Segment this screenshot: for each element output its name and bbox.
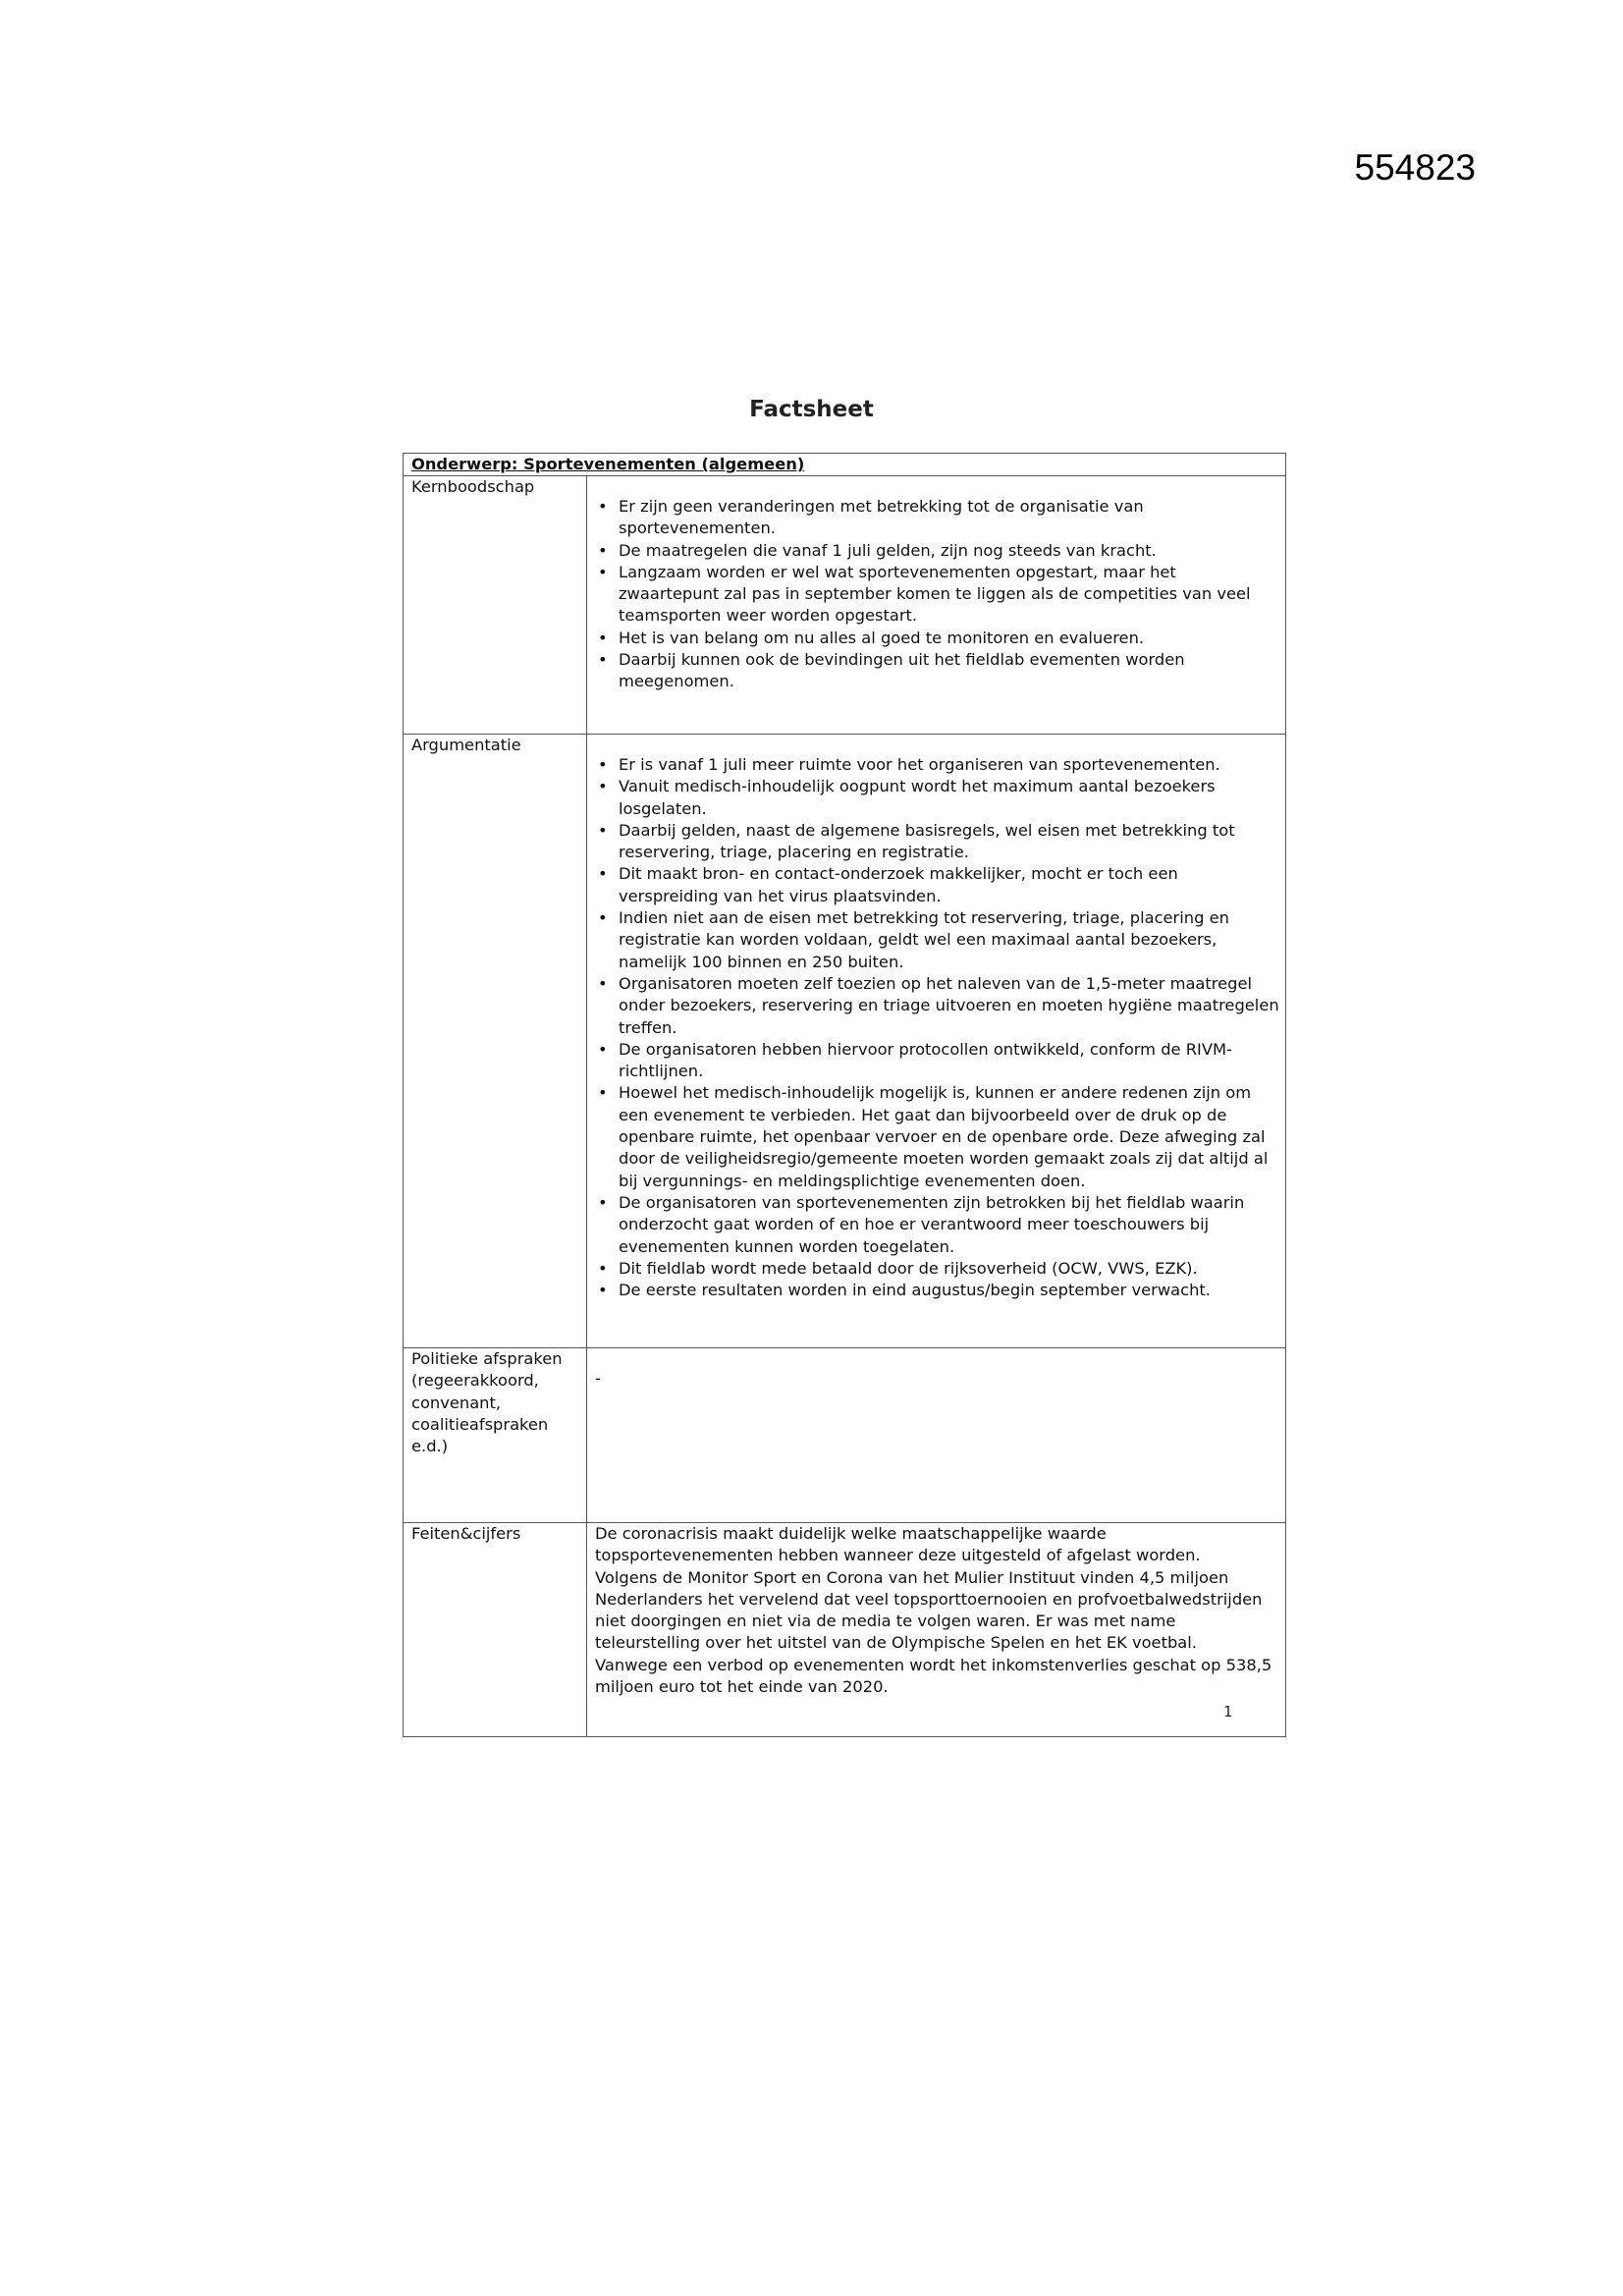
list-item: • Hoewel het medisch-inhoudelijk mogelijk is, kunnen er andere redenen zijn om een evenement te verbieden. Het gaat dan bijvoorbeeld over de druk op de openbare ruimte, het openbaar vervoer en de openbare orde. Deze afweging zal door de veiligheidsregio/gemeente moeten worden gemaakt zoals zij dat altijd al bij vergunnings- en meldingsplichtige evenementen doen. [595,1082,1281,1191]
list-item: • De eerste resultaten worden in eind augustus/begin september verwacht. [595,1280,1281,1301]
table-row [404,1348,1286,1523]
list-item: • Organisatoren moeten zelf toezien op het naleven van de 1,5-meter maatregel onder bezoekers, reservering en triage uitvoeren en moeten hygiëne maatregelen treffen. [595,973,1281,1039]
list-item: • Langzaam worden er wel wat sportevenementen opgestart, maar het zwaartepunt zal pas in september komen te liggen als de competities van veel teamsporten weer worden opgestart. [595,562,1281,628]
table-row [404,476,1286,735]
factsheet-table [403,453,1286,1737]
bullet-list [595,754,1281,1301]
list-item: • De organisatoren hebben hiervoor protocollen ontwikkeld, conform de RIVM-richtlijnen. [595,1039,1281,1083]
list-item: • Het is van belang om nu alles al goed te monitoren en evalueren. [595,628,1281,649]
facts-paragraph: Volgens de Monitor Sport en Corona van het Mulier Instituut vinden 4,5 miljoen Nederlanders het vervelend dat veel topsporttoernooien en profvoetbalwedstrijden niet doorgingen en niet via de media te volgen waren. Er was met name teleurstelling over het uitstel van de Olympische Spelen en het EK voetbal. [595,1567,1263,1653]
table-row [404,735,1286,1348]
row-content-argumentatie [587,735,1286,1348]
row-content-politieke-afspraken: - [587,1348,1286,1523]
list-item: • Dit fieldlab wordt mede betaald door de rijksoverheid (OCW, VWS, EZK). [595,1258,1281,1280]
list-item: • Indien niet aan de eisen met betrekking tot reservering, triage, placering en registratie kan worden voldaan, geldt wel een maximaal aantal bezoekers, namelijk 100 binnen en 250 buiten. [595,907,1281,973]
list-item: • Vanuit medisch-inhoudelijk oogpunt wordt het maximum aantal bezoekers losgelaten. [595,776,1281,820]
bullet-list [595,496,1281,693]
facts-paragraph: Vanwege een verbod op evenementen wordt het inkomstenverlies geschat op 538,5 miljoen euro tot het einde van 2020. [595,1655,1272,1697]
row-content-kernboodschap [587,476,1286,735]
list-item: • De organisatoren van sportevenementen zijn betrokken bij het fieldlab waarin onderzocht gaat worden of en hoe er verantwoord meer toeschouwers bij evenementen kunnen worden toegelaten. [595,1192,1281,1258]
row-label-argumentatie: Argumentatie [404,735,587,1348]
row-label-kernboodschap: Kernboodschap [404,476,587,735]
list-item: • Er is vanaf 1 juli meer ruimte voor het organiseren van sportevenementen. [595,754,1281,776]
list-item: • Dit maakt bron- en contact-onderzoek makkelijker, mocht er toch een verspreiding van het virus plaatsvinden. [595,863,1281,907]
subject-text: Onderwerp: Sportevenementen (algemeen) [411,455,805,473]
facts-paragraph: De coronacrisis maakt duidelijk welke maatschappelijke waarde topsportevenementen hebben wanneer deze uitgesteld of afgelast worden. [595,1524,1201,1565]
page-number: 1 [1223,1703,1233,1721]
list-item: • De maatregelen die vanaf 1 juli gelden, zijn nog steeds van kracht. [595,540,1281,562]
row-label-feiten-cijfers: Feiten&cijfers [404,1523,587,1737]
document-id: 554823 [1354,147,1476,188]
subject-header [404,454,1286,476]
table-row [404,1523,1286,1737]
row-label-politieke-afspraken: Politieke afspraken (regeerakkoord, convenant, coalitieafspraken e.d.) [404,1348,587,1523]
page-title: Factsheet [749,397,874,422]
row-content-feiten-cijfers [587,1523,1286,1737]
list-item: • Daarbij kunnen ook de bevindingen uit het fieldlab evementen worden meegenomen. [595,649,1281,693]
list-item: • Daarbij gelden, naast de algemene basisregels, wel eisen met betrekking tot reservering, triage, placering en registratie. [595,820,1281,864]
list-item: • Er zijn geen veranderingen met betrekking tot de organisatie van sportevenementen. [595,496,1281,540]
